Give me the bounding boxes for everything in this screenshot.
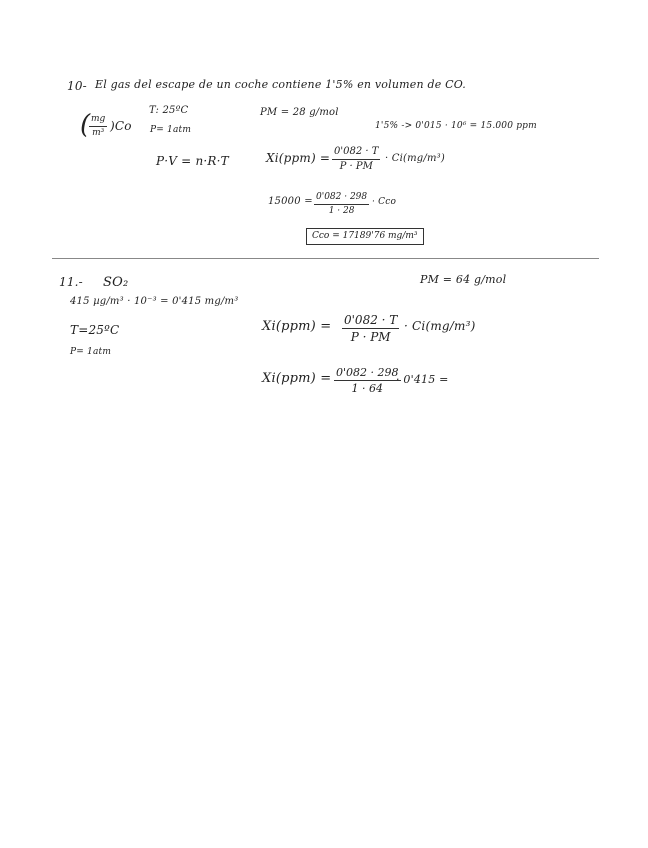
p11-compound: SO₂ bbox=[103, 275, 129, 290]
p10-molar-mass: PM = 28 g/mol bbox=[260, 107, 339, 118]
p10-substitution-numerator: 0'082 · 298 bbox=[314, 193, 369, 205]
p10-unit-denominator: m³ bbox=[92, 128, 105, 138]
p11-number: 11.- bbox=[59, 275, 83, 289]
p11-substitution-rhs: · 0'415 = bbox=[396, 373, 449, 386]
p11-pressure: P= 1atm bbox=[70, 347, 112, 357]
p11-temperature: T=25ºC bbox=[70, 323, 120, 337]
p10-pressure: P= 1atm bbox=[150, 125, 192, 135]
p11-substitution-lhs: Xi(ppm) = bbox=[262, 371, 332, 386]
p10-unit-fraction bbox=[89, 115, 107, 138]
p10-ideal-gas-law: P·V = n·R·T bbox=[156, 154, 229, 168]
p11-conversion: 415 µg/m³ · 10⁻³ = 0'415 mg/m³ bbox=[70, 296, 239, 307]
p10-substitution-fraction bbox=[314, 193, 369, 216]
p10-formula-rhs: · Ci(mg/m³) bbox=[385, 153, 445, 164]
p10-statement: El gas del escape de un coche contiene 1'5% en volumen de CO. bbox=[95, 78, 466, 91]
p10-unit-numerator: mg bbox=[89, 115, 107, 127]
p10-unit-open-paren: ( bbox=[80, 110, 91, 140]
p11-substitution-numerator: 0'082 · 298 bbox=[336, 366, 399, 379]
p10-conversion: 1'5% -> 0'015 · 10⁶ = 15.000 ppm bbox=[375, 121, 537, 131]
section-divider bbox=[52, 258, 599, 259]
p11-formula-numerator: 0'082 · T bbox=[344, 313, 398, 327]
p10-temperature: T: 25ºC bbox=[149, 105, 189, 116]
p11-formula-rhs: · Ci(mg/m³) bbox=[404, 319, 476, 333]
p11-substitution-fraction bbox=[334, 367, 401, 394]
p10-substitution-denominator: 1 · 28 bbox=[328, 206, 355, 216]
p10-number: 10- bbox=[67, 79, 87, 93]
p11-molar-mass: PM = 64 g/mol bbox=[420, 273, 507, 286]
p11-formula-fraction bbox=[342, 314, 399, 343]
p10-formula-fraction bbox=[332, 147, 380, 172]
p10-formula-lhs: Xi(ppm) = bbox=[266, 151, 331, 165]
p10-substitution-lhs: 15000 = bbox=[268, 196, 313, 207]
p10-result-box: Cco = 17189'76 mg/m³ bbox=[306, 228, 424, 245]
p11-substitution-denominator: 1 · 64 bbox=[351, 382, 383, 395]
p10-formula-denominator: P · PM bbox=[339, 161, 373, 172]
p11-formula-lhs: Xi(ppm) = bbox=[262, 319, 332, 334]
p11-formula-denominator: P · PM bbox=[350, 330, 391, 344]
p10-formula-numerator: 0'082 · T bbox=[332, 147, 380, 160]
p10-substitution-rhs: · Cco bbox=[372, 197, 397, 207]
p10-unit-tail: )Co bbox=[110, 119, 132, 133]
